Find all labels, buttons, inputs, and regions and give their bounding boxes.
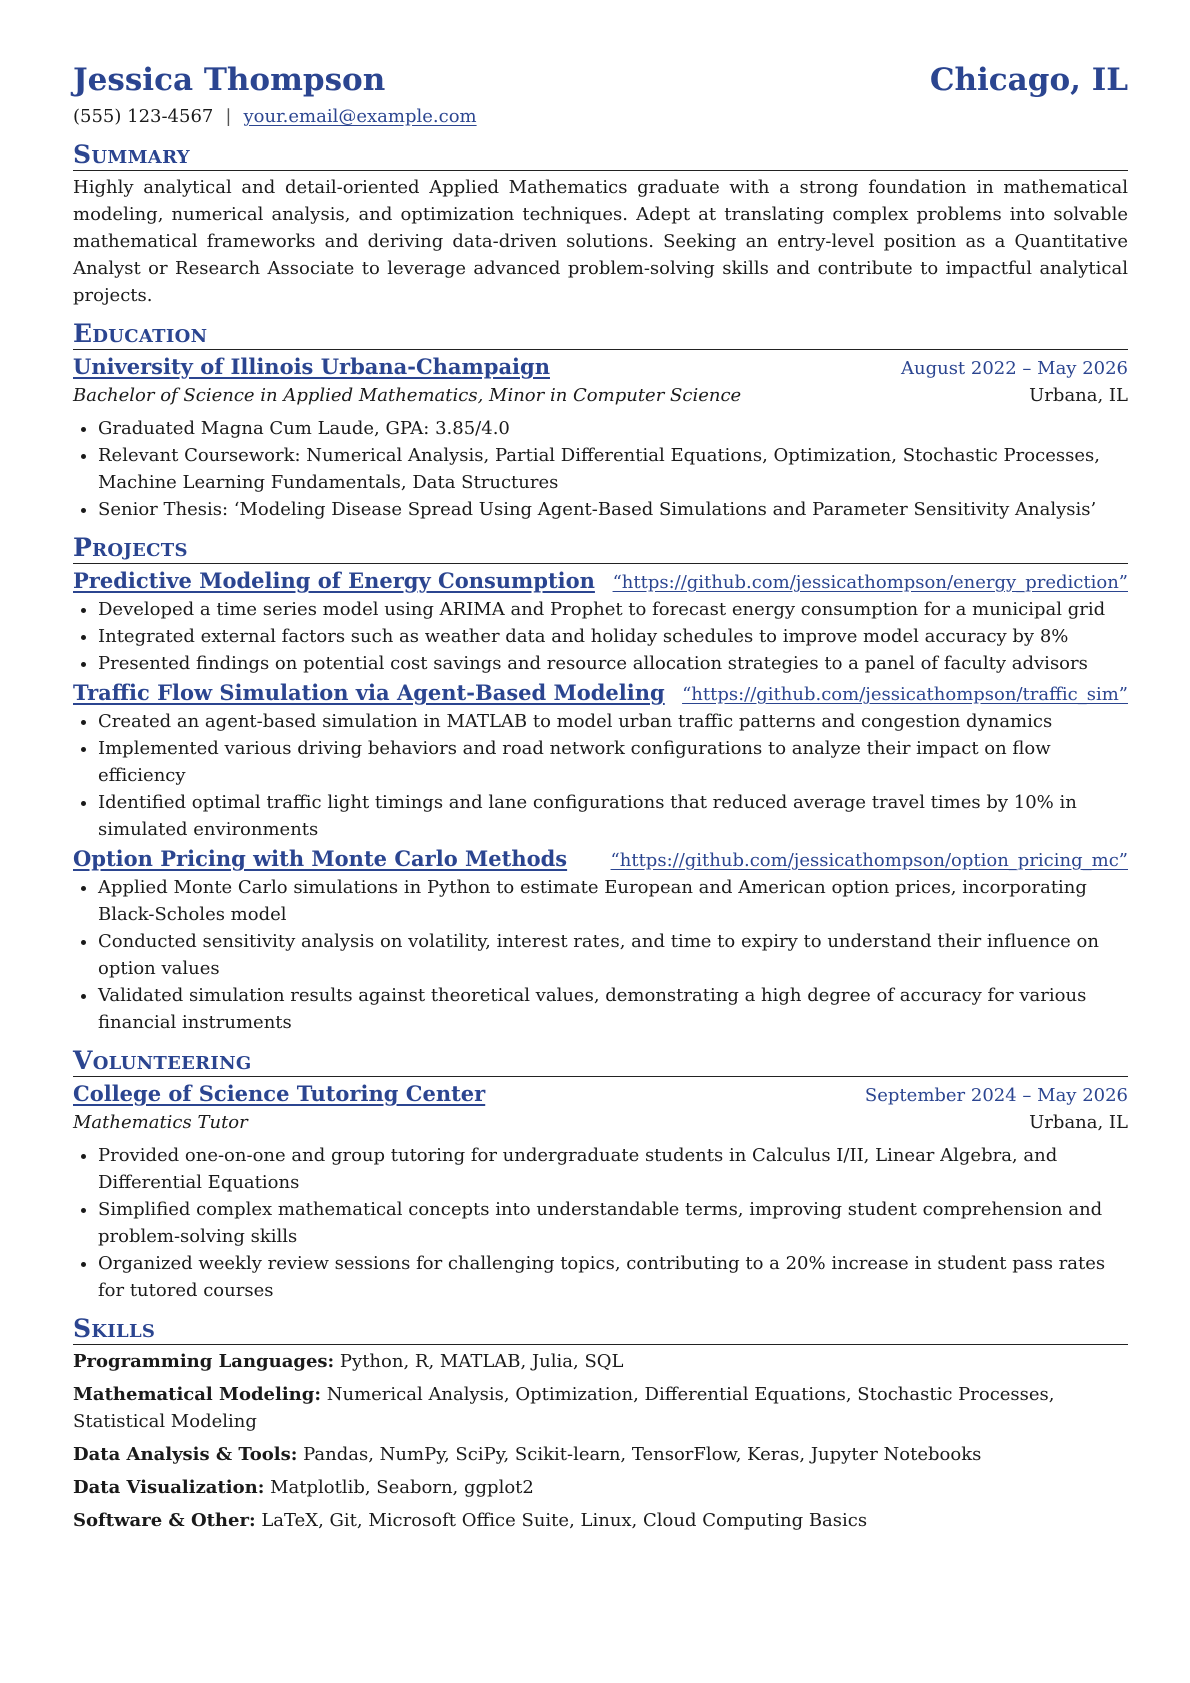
volunteer-org[interactable]: College of Science Tutoring Center (73, 1081, 486, 1106)
project-title[interactable]: Traffic Flow Simulation via Agent-Based Modeling (73, 680, 665, 705)
skill-label: Mathematical Modeling: (73, 1384, 321, 1405)
education-subheading-row (73, 382, 1128, 409)
email-link[interactable]: your.email@example.com (243, 106, 477, 127)
list-item: • Validated simulation results against theoretical values, demonstrating a high degree of accuracy for various financial instruments (98, 982, 1128, 1036)
candidate-name: Jessica Thompson (73, 62, 386, 98)
education-heading-row (73, 353, 1128, 382)
skill-line (73, 1507, 1128, 1534)
volunteering-dates: September 2024 – May 2026 (864, 1085, 1128, 1106)
education-dates: August 2022 – May 2026 (900, 358, 1128, 379)
list-item: • Simplified complex mathematical concepts into understandable terms, improving student comprehension and problem-solving skills (98, 1196, 1128, 1250)
project-bullets (73, 596, 1128, 677)
skills-list (73, 1348, 1128, 1534)
skill-value: Python, R, MATLAB, Julia, SQL (334, 1351, 624, 1372)
skill-line (73, 1381, 1128, 1435)
volunteering-bullets (73, 1142, 1128, 1304)
skill-value: Pandas, NumPy, SciPy, Scikit-learn, TensorFlow, Keras, Jupyter Notebooks (297, 1444, 982, 1465)
section-title-projects: Projects (73, 533, 1128, 564)
skill-value: LaTeX, Git, Microsoft Office Suite, Linux, Cloud Computing Basics (255, 1510, 868, 1531)
list-item: • Created an agent-based simulation in MATLAB to model urban traffic patterns and congestion dynamics (98, 708, 1128, 735)
volunteering-location: Urbana, IL (1029, 1112, 1128, 1133)
skill-label: Data Analysis & Tools: (73, 1444, 298, 1465)
section-title-skills: Skills (73, 1314, 1128, 1345)
section-title-summary: Summary (73, 140, 1128, 171)
project-heading-row (73, 845, 1128, 874)
project-bullets (73, 874, 1128, 1036)
phone-number: (555) 123-4567 (73, 106, 214, 127)
skill-line (73, 1441, 1128, 1468)
project-title[interactable]: Predictive Modeling of Energy Consumption (73, 568, 595, 593)
resume-page (73, 60, 1128, 1534)
section-title-volunteering: Volunteering (73, 1046, 1128, 1077)
skill-value: Numerical Analysis, Optimization, Differential Equations, Stochastic Processes, Statistical Modeling (73, 1384, 1055, 1432)
skill-line (73, 1474, 1128, 1501)
list-item: • Organized weekly review sessions for challenging topics, contributing to a 20% increase in student pass rates for tutored courses (98, 1250, 1128, 1304)
summary-text: Highly analytical and detail-oriented Applied Mathematics graduate with a strong foundation in mathematical modeling, numerical analysis, and optimization techniques. Adept at translating complex problems into solvable mathematical frameworks and deriving data-driven solutions. Seeking an entry-level position as a Quantitative Analyst or Research Associate to leverage advanced problem-solving skills and contribute to impactful analytical projects. (73, 177, 1128, 306)
contact-line (73, 103, 1128, 130)
project-link[interactable]: “https://github.com/jessicathompson/energy_prediction” (612, 572, 1128, 593)
project-bullets (73, 708, 1128, 843)
list-item: • Applied Monte Carlo simulations in Python to estimate European and American option prices, incorporating Black-Scholes model (98, 874, 1128, 928)
skill-label: Data Visualization: (73, 1477, 265, 1498)
list-item: • Implemented various driving behaviors and road network configurations to analyze their impact on flow efficiency (98, 735, 1128, 789)
volunteering-heading-row (73, 1080, 1128, 1109)
education-bullets (73, 415, 1128, 523)
list-item: • Identified optimal traffic light timings and lane configurations that reduced average travel times by 10% in simulated environments (98, 789, 1128, 843)
project-heading-row (73, 679, 1128, 708)
volunteer-role: Mathematics Tutor (73, 1112, 248, 1133)
project-link[interactable]: “https://github.com/jessicathompson/option_pricing_mc” (610, 850, 1128, 871)
resume-header (73, 60, 1128, 100)
list-item: • Senior Thesis: ‘Modeling Disease Spread Using Agent-Based Simulations and Parameter Sensitivity Analysis’ (98, 496, 1128, 523)
list-item: • Integrated external factors such as weather data and holiday schedules to improve model accuracy by 8% (98, 623, 1128, 650)
section-title-education: Education (73, 319, 1128, 350)
skill-value: Matplotlib, Seaborn, ggplot2 (264, 1477, 534, 1498)
list-item: • Provided one-on-one and group tutoring for undergraduate students in Calculus I/II, Linear Algebra, and Differential Equations (98, 1142, 1128, 1196)
skill-label: Software & Other: (73, 1510, 256, 1531)
volunteering-subheading-row (73, 1109, 1128, 1136)
candidate-location: Chicago, IL (929, 62, 1128, 98)
list-item: • Developed a time series model using ARIMA and Prophet to forecast energy consumption for a municipal grid (98, 596, 1128, 623)
list-item: • Graduated Magna Cum Laude, GPA: 3.85/4.0 (98, 415, 1128, 442)
skill-line (73, 1348, 1128, 1375)
project-heading-row (73, 567, 1128, 596)
contact-separator: | (225, 106, 232, 127)
skill-label: Programming Languages: (73, 1351, 335, 1372)
degree-text: Bachelor of Science in Applied Mathematics, Minor in Computer Science (73, 385, 742, 406)
list-item: • Presented findings on potential cost savings and resource allocation strategies to a panel of faculty advisors (98, 650, 1128, 677)
school-name[interactable]: University of Illinois Urbana-Champaign (73, 354, 550, 379)
list-item: • Conducted sensitivity analysis on volatility, interest rates, and time to expiry to understand their influence on option values (98, 928, 1128, 982)
education-location: Urbana, IL (1029, 385, 1128, 406)
list-item: • Relevant Coursework: Numerical Analysis, Partial Differential Equations, Optimization, Stochastic Processes, Machine Learning Fundamentals, Data Structures (98, 442, 1128, 496)
project-title[interactable]: Option Pricing with Monte Carlo Methods (73, 846, 568, 871)
project-link[interactable]: “https://github.com/jessicathompson/traffic_sim” (682, 684, 1128, 705)
